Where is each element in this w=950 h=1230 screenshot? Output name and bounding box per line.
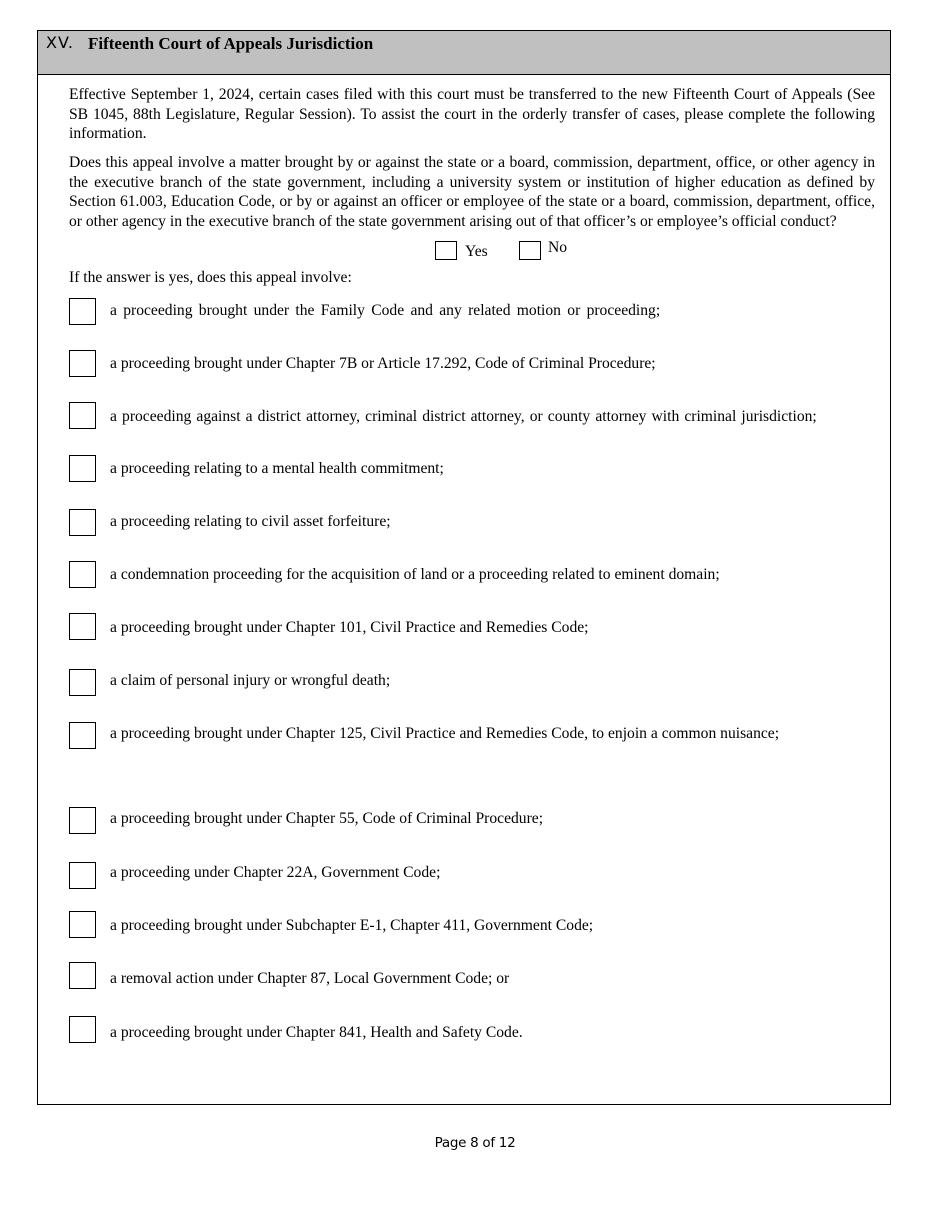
question-paragraph: Does this appeal involve a matter brought by or against the state or a board, commission, department, office, or other agency in the executive branch of the state government, including a university system or institution of higher education as defined by Section 61.003, Education Code, or by or against an officer or employee of the state or a board, commission, department, office, or other agency in the executive branch of the state government arising out of that officer’s or employee’s official conduct? bbox=[69, 154, 875, 230]
checkbox[interactable] bbox=[69, 350, 96, 377]
checklist-label: a proceeding relating to a mental health commitment; bbox=[110, 460, 444, 477]
checklist-label: a proceeding brought under Chapter 55, Code of Criminal Procedure; bbox=[110, 810, 544, 827]
followup-question: If the answer is yes, does this appeal involve: bbox=[69, 269, 352, 286]
section-title: Fifteenth Court of Appeals Jurisdiction bbox=[88, 34, 374, 53]
checkbox[interactable] bbox=[69, 455, 96, 482]
checkbox[interactable] bbox=[69, 509, 96, 536]
checkbox[interactable] bbox=[69, 402, 96, 429]
checklist-label: a proceeding against a district attorney, criminal district attorney, or county attorney with criminal jurisdiction; bbox=[110, 408, 817, 425]
checklist-label: a proceeding brought under Subchapter E-1, Chapter 411, Government Code; bbox=[110, 917, 594, 934]
checklist-label: a proceeding brought under the Family Code and any related motion or proceeding; bbox=[110, 302, 661, 319]
section-frame bbox=[37, 30, 891, 1105]
checklist-label: a proceeding relating to civil asset forfeiture; bbox=[110, 513, 391, 530]
checkbox[interactable] bbox=[69, 911, 96, 938]
no-checkbox[interactable] bbox=[519, 241, 541, 260]
checklist-label: a claim of personal injury or wrongful death; bbox=[110, 672, 391, 689]
yes-checkbox[interactable] bbox=[435, 241, 457, 260]
checkbox[interactable] bbox=[69, 613, 96, 640]
no-label: No bbox=[548, 239, 568, 256]
intro-paragraph: Effective September 1, 2024, certain cases filed with this court must be transferred to the new Fifteenth Court of Appeals (See SB 1045, 88th Legislature, Regular Session). To assist the court in the orderly transfer of cases, please complete the following information. bbox=[69, 86, 875, 142]
checklist-label: a proceeding brought under Chapter 7B or Article 17.292, Code of Criminal Procedure; bbox=[110, 355, 656, 372]
checkbox[interactable] bbox=[69, 962, 96, 989]
checklist-label: a proceeding brought under Chapter 841, Health and Safety Code. bbox=[110, 1024, 523, 1041]
checklist-label: a removal action under Chapter 87, Local Government Code; or bbox=[110, 970, 510, 987]
checklist-label: a proceeding brought under Chapter 125, Civil Practice and Remedies Code, to enjoin a common nuisance; bbox=[110, 725, 780, 742]
checkbox[interactable] bbox=[69, 669, 96, 696]
checkbox[interactable] bbox=[69, 561, 96, 588]
checkbox[interactable] bbox=[69, 1016, 96, 1043]
checkbox[interactable] bbox=[69, 722, 96, 749]
checkbox[interactable] bbox=[69, 807, 96, 834]
section-numeral: XV. bbox=[46, 33, 74, 52]
checklist-label: a proceeding under Chapter 22A, Government Code; bbox=[110, 864, 441, 881]
checklist-label: a proceeding brought under Chapter 101, Civil Practice and Remedies Code; bbox=[110, 619, 589, 636]
checklist-label: a condemnation proceeding for the acquisition of land or a proceeding related to eminent domain; bbox=[110, 566, 720, 583]
checkbox[interactable] bbox=[69, 862, 96, 889]
yes-label: Yes bbox=[465, 243, 488, 260]
page-number: Page 8 of 12 bbox=[434, 1135, 516, 1151]
section-header bbox=[38, 31, 890, 75]
checkbox[interactable] bbox=[69, 298, 96, 325]
